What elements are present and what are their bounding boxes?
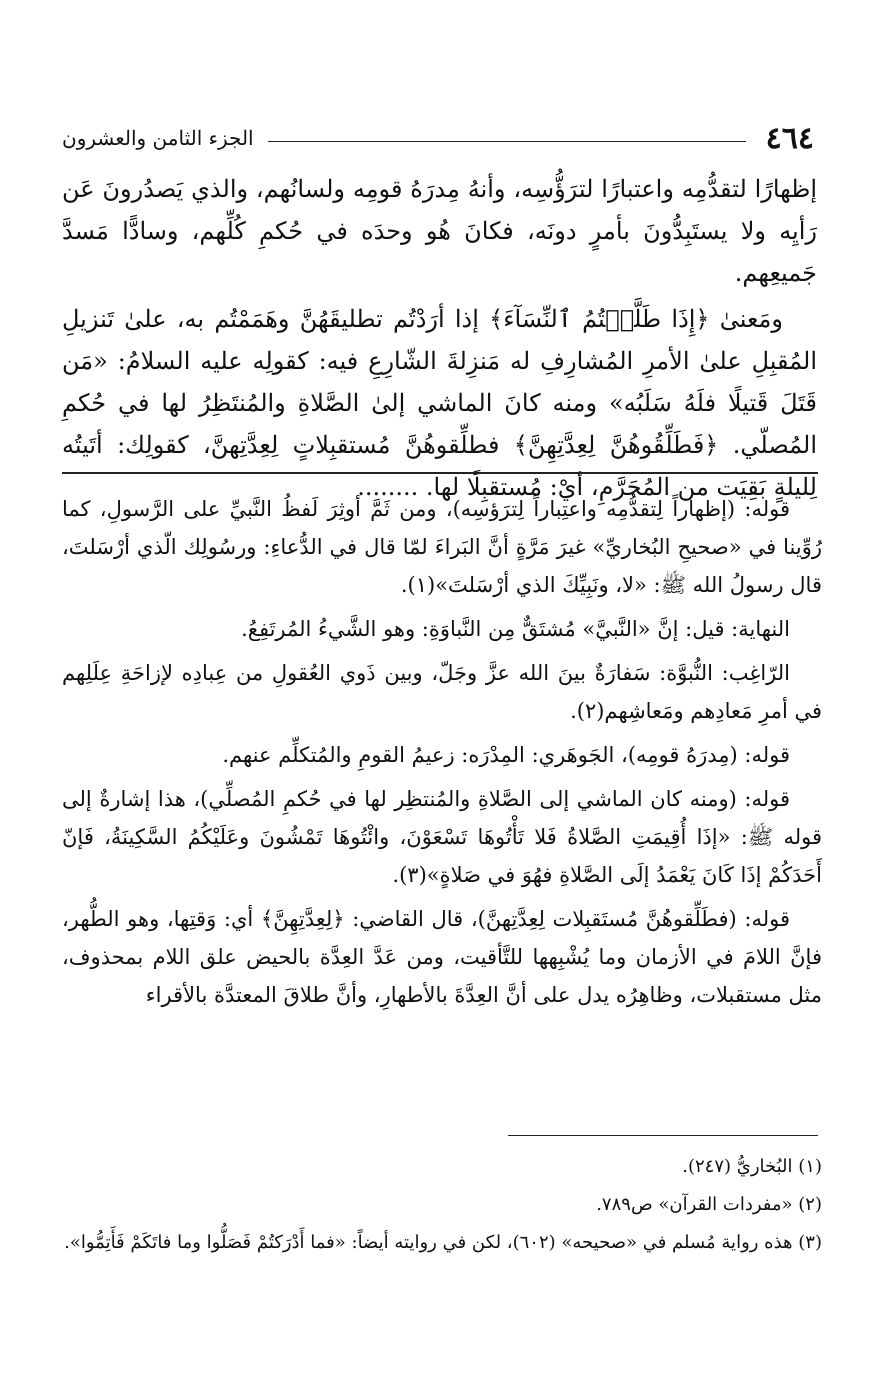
commentary-paragraph: قوله: (مِدرَهُ قومِه)، الجَوهَري: المِدْرَه: زعيمُ القومِ والمُتكلِّم عنهم. <box>222 743 790 767</box>
commentary-paragraph: قوله: (إظهاراً لِتقدُّمِه واعتِباراً لِترَؤسِه)، ومن ثَمَّ أوثِرَ لَفظُ النَّبيِّ على الرَّسولِ، كما رُوِّينا في «صحيحِ البُخاريِّ» غيرَ مَرَّةٍ أنَّ البَراءَ لمّا قال في الدُّعاءِ: ورسُولِك الّذي أرْسَلتَ، قال رسولُ الله ﷺ: «لا، ونَبِيِّكَ الذي أرْسَلتَ»(١). <box>62 497 822 597</box>
page-header <box>62 118 814 158</box>
main-text <box>62 168 817 512</box>
footnotes <box>62 1150 822 1264</box>
main-text-divider <box>62 472 818 474</box>
commentary-paragraph: قوله: (فطَلِّقوهُنَّ مُستَقبِلات لِعِدَّتِهنَّ)، قال القاضي: ﴿لِعِدَّتِهِنَّ﴾ أي: وَقتِها، وهو الطُّهر، فإنَّ اللامَ في الأزمان وما يُشْبِهها للتَّأقيت، ومن عَدَّ العِدَّة بالحيض علق اللام بمحذوف، مثل مستقبلات، وظاهِرُه يدل على أنَّ العِدَّةَ بالأطهارِ، وأنَّ طلاقَ المعتدَّة بالأقراء <box>62 907 822 1007</box>
footnote: (٣) هذه رواية مُسلم في «صحيحه» (٦٠٢)، لكن في روايته أيضاً: «فما أَدْرَكتُمْ فَصَلُّوا وما فاتَكَمْ فَأَتِمُّوا». <box>64 1232 822 1253</box>
commentary-paragraph: قوله: (ومنه كان الماشي إلى الصَّلاةِ والمُنتظِر لها في حُكمِ المُصلِّي)، هذا إشارةٌ إلى قوله ﷺ: «إذَا أُقِيمَتِ الصَّلاةُ فَلا تَأْتُوهَا تَسْعَوْنَ، وائْتُوهَا تَمْشُونَ وعَلَيْكُمُ السَّكِينَةُ، فَإنّ أَحَدَكُمْ إذَا كَانَ يَعْمَدُ إلَى الصَّلاةِ فهُوَ في صَلاةٍ»(٣). <box>62 787 822 887</box>
footnote: (١) البُخاريُّ (٢٤٧). <box>682 1156 822 1177</box>
running-title: الجزء الثامن والعشرون <box>62 126 254 150</box>
main-paragraph: إظهارًا لتقدُّمِه واعتبارًا لترَؤُّسِه، وأنهُ مِدرَهُ قومِه ولسانُهم، والذي يَصدُرونَ عَن رَأيِه ولا يستَبِدُّونَ بأمرٍ دونَه، فكانَ هُو وحدَه في حُكمِ كُلِّهم، وسادًّا مَسدَّ جَميعِهم. <box>62 175 817 287</box>
main-paragraph: ومَعنىٰ ﴿إِذَا طَلَّقۡتُمُ ٱلنِّسَآءَ﴾ إذا أرَدْتُم تطليقَهُنَّ وهَمَمْتُم به، علىٰ تَنزيلِ المُقبِلِ علىٰ الأمرِ المُشارِفِ له مَنزِلةَ الشّارِعِ فيه: كقولِه عليه السلامُ: «مَن قَتَلَ قَتيلًا فلَهُ سَلَبُه» ومنه كانَ الماشي إلىٰ الصَّلاةِ والمُنتَظِرُ لها في حُكمِ المُصلّي. ﴿فَطَلِّقُوهُنَّ لِعِدَّتِهِنَّ﴾ فطلِّقوهُنَّ مُستقبِلاتٍ لِعِدَّتِهنَّ، كقولِك: أتَيتُه لِليلةٍ بَقِيَت من المُحَرَّمِ، أيْ: مُستقبِلًا لها. ........ <box>62 305 817 501</box>
commentary-paragraph: الرّاغِب: النُّبوَّة: سَفارَةٌ بينَ الله عزَّ وجَلّ، وبين ذَوي العُقولِ من عِبادِه لإزاحَةِ عِلَلِهم في أمرِ مَعادِهم ومَعاشِهم(٢). <box>62 661 822 723</box>
footnote-divider <box>508 1135 818 1136</box>
footnote: (٢) «مفردات القرآن» ص٧٨٩. <box>596 1194 822 1215</box>
page-number: ٤٦٤ <box>765 120 814 156</box>
header-rule <box>268 141 746 142</box>
commentary <box>62 490 822 1020</box>
commentary-paragraph: النهاية: قيل: إنَّ «النَّبيَّ» مُشتَقٌّ مِن النَّباوَةِ: وهو الشَّيءُ المُرتَفِعُ. <box>241 617 790 641</box>
